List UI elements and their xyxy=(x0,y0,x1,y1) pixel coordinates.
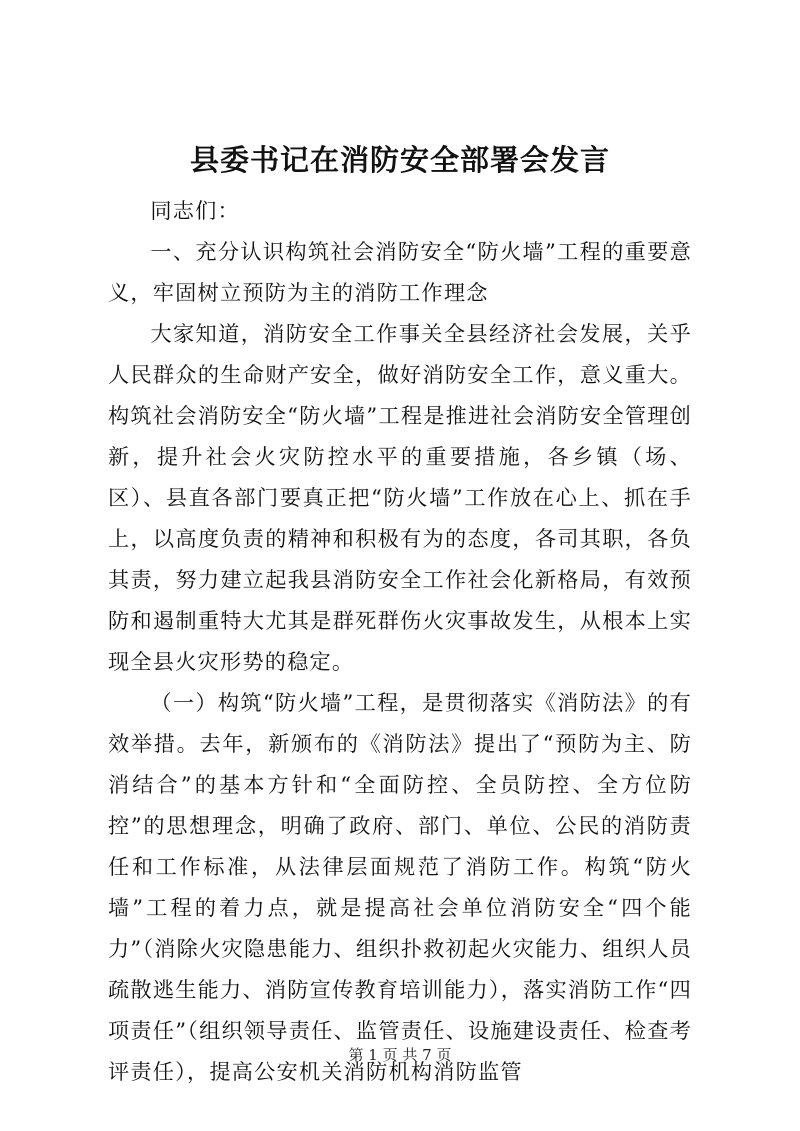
page-number: 第 1 页 共 7 页 xyxy=(348,1046,452,1064)
document-body xyxy=(108,190,692,1092)
section-heading: 一、充分认识构筑社会消防安全“防火墙”工程的重要意义，牢固树立预防为主的消防工作理念 xyxy=(108,239,692,305)
paragraph: （一）构筑“防火墙”工程，是贯彻落实《消防法》的有效举措。去年，新颁布的《消防法》提出了“预防为主、防消结合”的基本方针和“全面防控、全员防控、全方位防控”的思想理念，明确了政府、部门、单位、公民的消防责任和工作标准，从法律层面规范了消防工作。构筑“防火墙”工程的着力点，就是提高社会单位消防安全“四个能力”（消除火灾隐患能力、组织扑救初起火灾能力、组织人员疏散逃生能力、消防宣传教育培训能力），落实消防工作“四项责任”（组织领导责任、监管责任、设施建设责任、检查考评责任），提高公安机关消防机构消防监管 xyxy=(108,690,692,1084)
salutation: 同志们： xyxy=(150,198,240,223)
document-title: 县委书记在消防安全部署会发言 xyxy=(189,143,610,177)
paragraph: 大家知道，消防安全工作事关全县经济社会发展，关乎人民群众的生命财产安全，做好消防安全工作，意义重大。构筑社会消防安全“防火墙”工程是推进社会消防安全管理创新，提升社会火灾防控水平的重要措施，各乡镇（场、区）、县直各部门要真正把“防火墙”工作放在心上、抓在手上，以高度负责的精神和积极有为的态度，各司其职，各负其责，努力建立起我县消防安全工作社会化新格局，有效预防和遏制重特大尤其是群死群伤火灾事故发生，从根本上实现全县火灾形势的稳定。 xyxy=(108,321,692,674)
